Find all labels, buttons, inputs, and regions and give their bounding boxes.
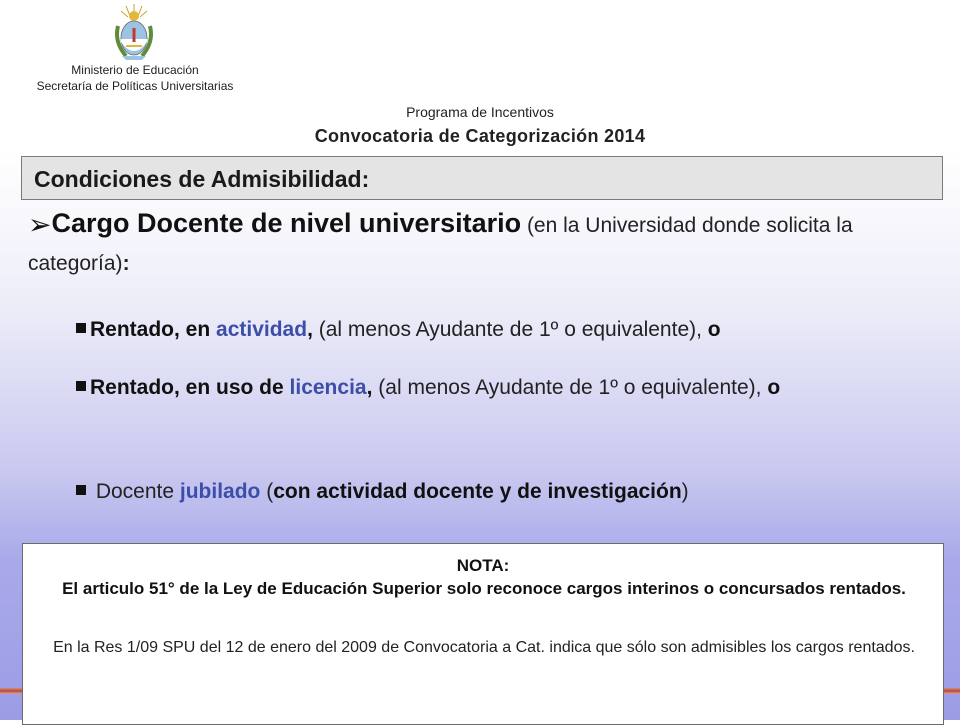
sub-item-detail: (al menos Ayudante de 1º o equivalente),: [372, 376, 768, 399]
sub-item-connector: o: [767, 376, 781, 399]
section-header-box: [21, 156, 943, 200]
square-bullet-icon: [76, 381, 86, 391]
sub-item-highlight: actividad: [216, 318, 308, 341]
sub-item-lead: Rentado, en uso de: [90, 376, 290, 399]
arrow-bullet-icon: ➢: [28, 209, 52, 240]
ministry-header: [0, 62, 270, 94]
sub-item-highlight: jubilado: [179, 480, 261, 503]
sub-item-paren-close: ): [681, 480, 689, 503]
note-extra: En la Res 1/09 SPU del 12 de enero del 2009 de Convocatoria a Cat. indica que sólo son admisibles los cargos rentados.: [53, 639, 915, 656]
note-box: [22, 543, 944, 725]
main-bullet-colon: :: [122, 252, 130, 275]
secretariat-name: Secretaría de Políticas Universitarias: [36, 79, 234, 93]
sub-item-highlight: licencia: [289, 376, 367, 399]
sub-item-licencia: [76, 368, 816, 408]
section-title: Condiciones de Admisibilidad:: [34, 166, 370, 192]
main-bullet-normal: (en la Universidad donde solicita la categoría): [28, 214, 853, 275]
sub-item-detail: (al menos Ayudante de 1º o equivalente),: [312, 318, 708, 341]
square-bullet-icon: [76, 485, 86, 495]
note-body: El articulo 51° de la Ley de Educación Superior solo reconoce cargos interinos o concursados rentados.: [62, 579, 906, 598]
sub-item-paren-open: (: [260, 480, 274, 503]
main-bullet: [28, 204, 928, 283]
ministry-name: Ministerio de Educación: [71, 63, 199, 77]
sub-item-lead: Docente: [90, 480, 180, 503]
coat-of-arms-emblem: [112, 2, 156, 62]
square-bullet-icon: [76, 323, 86, 333]
sub-item-actividad: [76, 310, 936, 350]
note-title: NOTA:: [456, 556, 510, 575]
program-name: Programa de Incentivos: [406, 104, 554, 120]
sub-item-detail: con actividad docente y de investigación: [273, 480, 682, 503]
sub-item-lead: Rentado, en: [90, 318, 217, 341]
sub-item-comma: ,: [307, 318, 313, 341]
main-bullet-bold: Cargo Docente de nivel universitario: [51, 208, 522, 238]
sub-item-connector: o: [707, 318, 721, 341]
convocatoria-title: Convocatoria de Categorización 2014: [314, 126, 646, 146]
sub-item-jubilado: [76, 472, 936, 512]
sub-item-comma: ,: [366, 376, 373, 399]
